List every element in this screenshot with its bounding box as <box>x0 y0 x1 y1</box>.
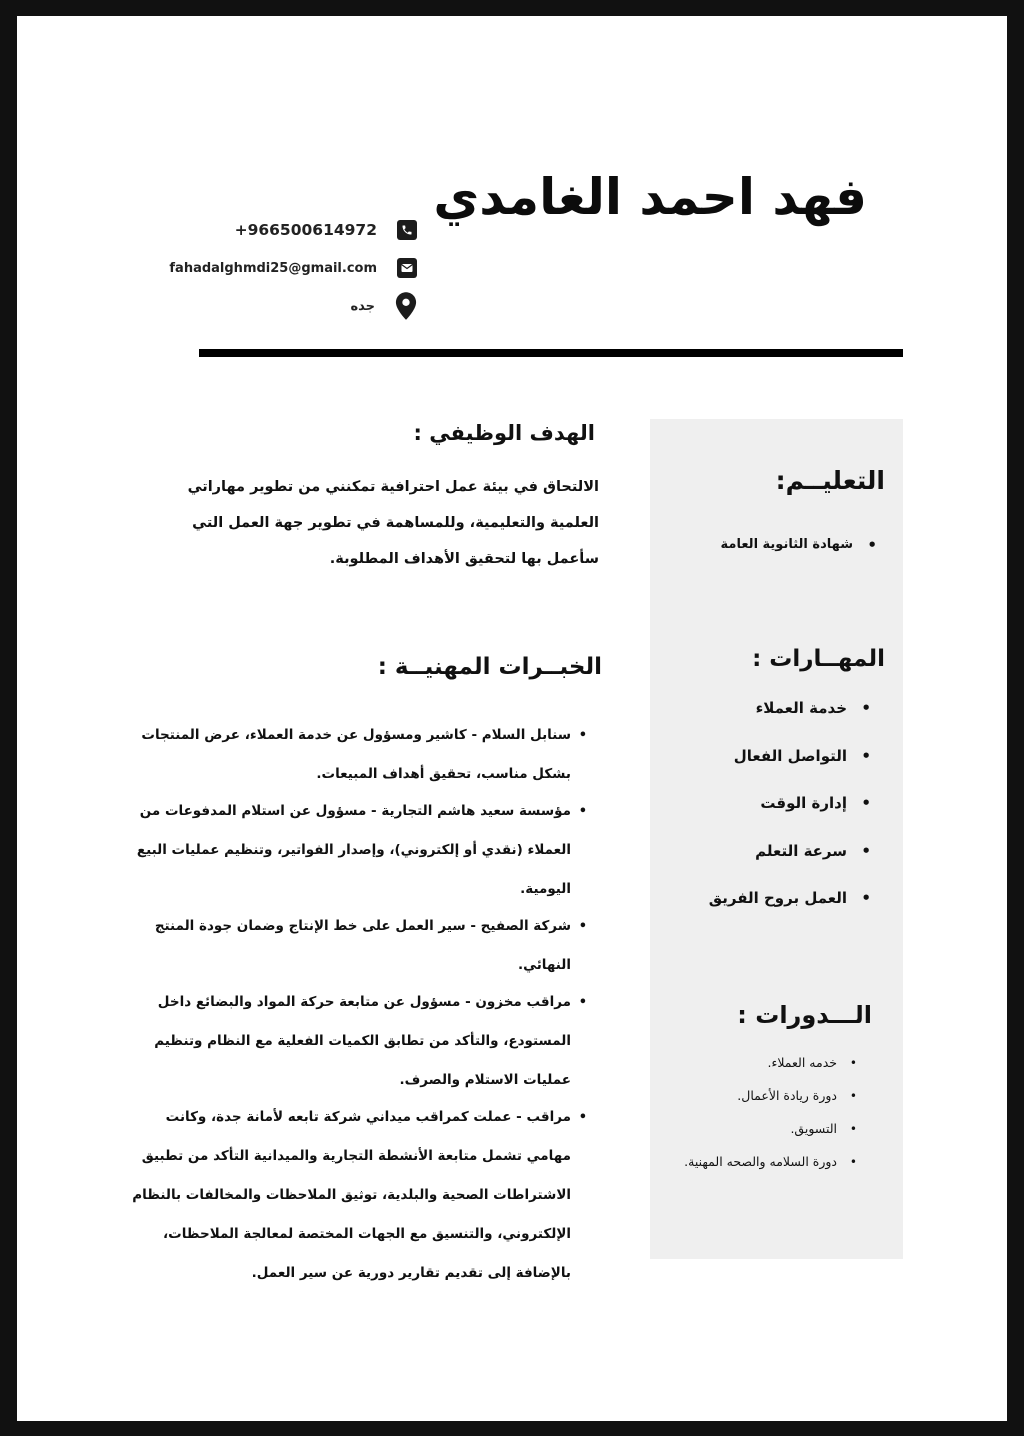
list-item: مراقب - عملت كمراقب ميداني شركة تابعه لأمانة جدة، وكانت مهامي تشمل متابعة الأنشطة التجارية والميدانية التأكد من تطبيق الاشتراطات الصحية والبلدية، توثيق الملاحظات والمخالفات بالنظام الإلكتروني، والتنسيق مع الجهات المختصة لمعالجة الملاحظات، بالإضافة إلى تقديم تقارير دورية عن سير العمل. • <box>121 1098 571 1293</box>
courses-title: الـــدورات : <box>737 1001 872 1029</box>
list-item: شهادة الثانوية العامة • <box>721 534 853 556</box>
email-row <box>117 258 417 278</box>
resume-page <box>17 16 1007 1421</box>
header-divider <box>199 349 903 357</box>
list-item: التواصل الفعال • <box>709 742 847 790</box>
skills-list <box>709 694 847 932</box>
location-row <box>117 292 417 320</box>
phone-number[interactable]: +966500614972 <box>234 221 377 239</box>
objective-title: الهدف الوظيفي : <box>413 421 595 445</box>
list-item: خدمة العملاء • <box>709 694 847 742</box>
phone-row <box>117 220 417 240</box>
objective-text: الالتحاق في بيئة عمل احترافية تمكنني من تطوير مهاراتي العلمية والتعليمية، وللمساهمة في تطوير جهة العمل التي سأعمل بها لتحقيق الأهداف المطلوبة. <box>187 479 599 567</box>
envelope-icon <box>397 258 417 278</box>
education-list <box>721 534 853 556</box>
list-item: شركة الصفيح - سير العمل على خط الإنتاج وضمان جودة المنتج النهائي. • <box>121 907 571 985</box>
list-item: خدمه العملاء. • <box>684 1052 837 1085</box>
experience-list <box>121 716 571 1291</box>
candidate-name: فهد احمد الغامدي <box>433 168 867 226</box>
list-item: سنابل السلام - كاشير ومسؤول عن خدمة العملاء، عرض المنتجات بشكل مناسب، تحقيق أهداف المبيعات. • <box>121 716 571 794</box>
experience-title: الخبــرات المهنيــة : <box>377 654 602 680</box>
list-item: العمل بروح الفريق • <box>709 884 847 932</box>
list-item: إدارة الوقت • <box>709 789 847 837</box>
email-address[interactable]: fahadalghmdi25@gmail.com <box>169 260 377 276</box>
city: جده <box>350 298 375 314</box>
list-item: مراقب مخزون - مسؤول عن متابعة حركة المواد والبضائع داخل المستودع، والتأكد من تطابق الكميات الفعلية مع النظام وتنظيم عمليات الاستلام والصرف. • <box>121 983 571 1100</box>
location-pin-icon <box>395 292 417 320</box>
courses-list <box>684 1052 837 1184</box>
list-item: مؤسسة سعيد هاشم التجارية - مسؤول عن استلام المدفوعات من العملاء (نقدي أو إلكتروني)، وإصدار الفواتير، وتنظيم عمليات البيع اليومية. • <box>121 792 571 909</box>
list-item: دورة ريادة الأعمال. • <box>684 1085 837 1118</box>
skills-title: المهــارات : <box>752 646 885 672</box>
education-title: التعليــم: <box>775 466 885 495</box>
phone-icon <box>397 220 417 240</box>
list-item: دورة السلامه والصحه المهنية. • <box>684 1151 837 1184</box>
list-item: التسويق. • <box>684 1118 837 1151</box>
list-item: سرعة التعلم • <box>709 837 847 885</box>
